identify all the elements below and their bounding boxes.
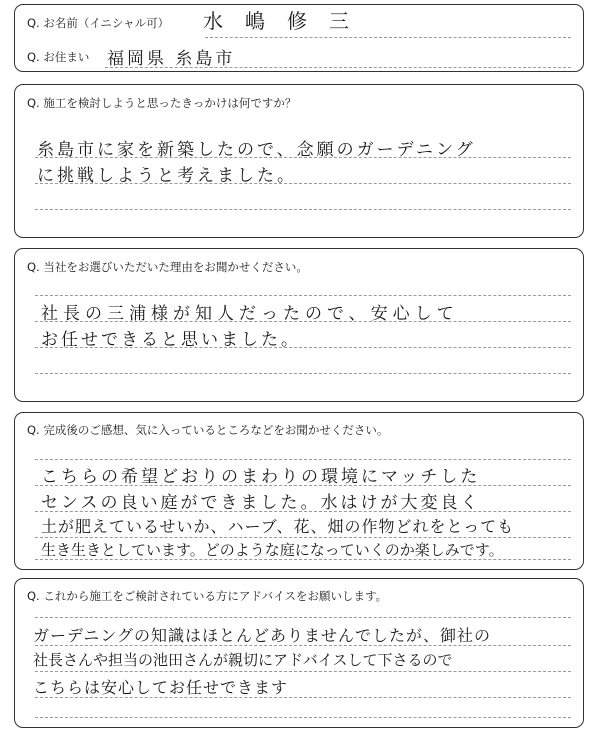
- answer-text: 生き生きとしています。どのような庭になっていくのか楽しみです。: [41, 541, 504, 559]
- answer-line: [35, 373, 571, 374]
- answer-text: 糸島市に家を新築したので、念願のガーデニング: [37, 140, 476, 160]
- question-text: Q. 完成後のご感想、気に入っているところなどをお聞かせください。: [27, 423, 389, 437]
- question-box-motivation: [14, 84, 584, 238]
- answer-text: こちらは安心してお任せできます: [33, 678, 289, 697]
- answer-text: センスの良い庭ができました。水はけが大変良く: [41, 493, 481, 513]
- question-text: Q. 施工を検討しようと思ったきっかけは何ですか？: [27, 96, 297, 110]
- answer-text: に挑戦しようと考えました。: [37, 166, 297, 186]
- question-text: Q. これから施工をご検討されている方にアドバイスをお願いします。: [27, 589, 388, 603]
- answer-line: [35, 717, 571, 718]
- answer-text: こちらの希望どおりのまわりの環境にマッチした: [41, 467, 481, 487]
- question-box-reason: [14, 248, 584, 402]
- question-text: Q. 当社をお選びいただいた理由をお聞かせください。: [27, 260, 308, 274]
- answer-text: ガーデニングの知識はほとんどありませんでしたが、御社の: [33, 626, 492, 645]
- answer-text: 土が肥えているせいか、ハーブ、花、畑の作物どれをとっても: [41, 517, 515, 536]
- name-answer: 水嶋修三: [203, 9, 371, 33]
- answer-text: 社長さんや担当の池田さんが親切にアドバイスして下さるので: [33, 651, 453, 669]
- name-dotted-line: [205, 37, 571, 38]
- address-question: Q. お住まい: [27, 50, 90, 64]
- name-question: Q. お名前（イニシャル可）: [27, 16, 170, 30]
- address-answer: 福岡県 糸島市: [107, 49, 236, 69]
- question-box-advice: [14, 578, 584, 728]
- profile-box: [14, 4, 584, 72]
- answer-text: お任せできると思いました。: [41, 330, 301, 350]
- answer-line: [35, 617, 571, 618]
- answer-line: [35, 537, 571, 538]
- answer-line: [35, 295, 571, 296]
- answer-line: [35, 671, 571, 672]
- address-dotted-line: [105, 67, 571, 68]
- answer-line: [35, 459, 571, 460]
- question-box-impressions: [14, 412, 584, 570]
- answer-text: 社長の三浦様が知人だったので、安心して: [41, 304, 459, 324]
- answer-line: [35, 209, 571, 210]
